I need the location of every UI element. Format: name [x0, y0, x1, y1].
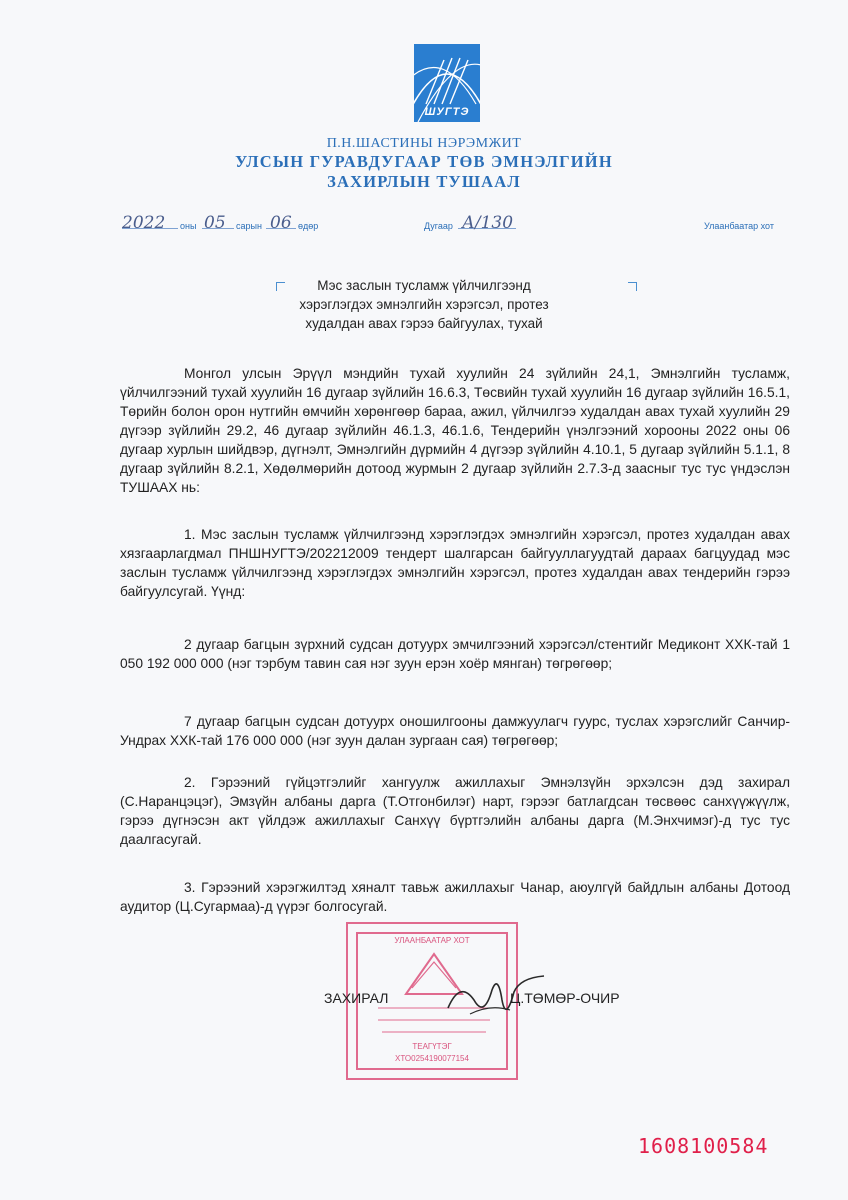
order-item-1-package-7: 7 дугаар багцын судсан дотуурх оношилгооны дамжуулагч гуурс, туслах хэрэгслийг Санчир-Ундрах ХХК-тай 176 000 000 (нэг зуун далан зургаан сая) төгрөгөөр; [120, 714, 790, 748]
day-value: 06 [270, 213, 292, 233]
org-line-2: УЛСЫН ГУРАВДУГААР ТӨВ ЭМНЭЛГИЙН [235, 152, 613, 171]
subject-line-3: худалдан авах гэрээ байгуулах, тухай [305, 316, 543, 331]
order-item-2: 2. Гэрээний гүйцэтгэлийг хангуулж ажиллахыг Эмнэлзүйн эрхэлсэн дэд захирал (С.Наранцэцэг), Эмзүйн албаны дарга (Т.Отгонбилэг) нарт, гэрээг батлагдсан төсвөөс санхүүжүүлж, гэрээ дүгнэсэн акт үйлдэж ажиллахыг Санхүү бүртгэлийн албаны дарга (М.Энхчимэг)-д тус тус даалгасугай. [120, 775, 790, 847]
month-value: 05 [204, 213, 226, 233]
stamp-bottom-text: ТЕАГҮТЭГ [412, 1042, 452, 1051]
preamble-paragraph: Монгол улсын Эрүүл мэндийн тухай хуулийн 24 зүйлийн 24,1, Эмнэлгийн тусламж, үйлчилгээний тухай хуулийн 16 дугаар зүйлийн 16.6.3, Төсвийн тухай хуулийн 16 дугаар зүйлийн 16.5.1, Төрийн болон орон нутгийн өмчийн хөрөнгөөр бараа, ажил, үйлчилгээ худалдан авах тухай хуулийн 29 дүгээр зүйлийн 29.2, 46 дугаар зүйлийн 46.1.3, 46.1.6, Тендерийн үнэлгээний хорооны 2022 оны 06 дугаар хурлын шийдвэр, дүгнэлт, Эмнэлгийн дүрмийн 4 дүгээр зүйлийн 4.10.1, 5 дугаар зүйлийн 5.1.1, 8 дугаар зүйлийн 8.2.1, Хөдөлмөрийн дотоод журмын 2 дугаар зүйлийн 2.7.3-д заасныг тус тус үндэслэн ТУШААХ нь: [120, 366, 790, 495]
order-item-1-package-2: 2 дугаар багцын зүрхний судсан дотуурх эмчилгээний хэрэгсэл/стентийг Медиконт ХХК-тай 1 050 192 000 000 (нэг тэрбум тавин сая нэг зуун ерэн хоёр мянган) төгрөгөөр; [120, 637, 790, 671]
order-item-3: 3. Гэрээний хэрэгжилтэд хяналт тавьж ажиллахыг Чанар, аюулгүй байдлын албаны Дотоод аудитор (Ц.Сугармаа)-д үүрэг болгосугай. [120, 880, 790, 914]
document-subject [0, 276, 848, 333]
order-item-1: 1. Мэс заслын тусламж үйлчилгээнд хэрэглэгдэх эмнэлгийн хэрэгсэл, протез худалдан авах хязгаарлагдмал ПНШНУГТЭ/202212009 тендерт шалгарсан байгууллагуудтай дараах багцуудад мэс заслын тусламж үйлчилгээнд хэрэглэгдэх эмнэлгийн хэрэгсэл, протез худалдан авах тендерийн гэрээ байгуулсугай. Үүнд: [120, 527, 790, 599]
signatory-name: Ц.ТӨМӨР-ОЧИР [510, 990, 620, 1006]
day-label: өдөр [298, 221, 319, 231]
stamp-code: ХТО0254190077154 [395, 1054, 469, 1063]
year-label: оны [180, 221, 197, 231]
serial-number: 1608100584 [638, 1134, 769, 1158]
subject-line-1: Мэс заслын тусламж үйлчилгээнд [317, 278, 531, 293]
hospital-logo [414, 44, 480, 122]
month-label: сарын [236, 221, 262, 231]
number-label: Дугаар [424, 221, 453, 231]
number-value: А/130 [462, 213, 514, 233]
subject-line-2: хэрэглэгдэх эмнэлгийн хэрэгсэл, протез [299, 297, 549, 312]
year-value: 2022 [122, 213, 166, 233]
logo-text: ШУГТЭ [424, 106, 470, 118]
stamp-top-text: УЛААНБААТАР ХОТ [394, 936, 470, 945]
org-line-1: П.Н.ШАСТИНЫ НЭРЭМЖИТ [326, 136, 522, 151]
document-meta-line [0, 207, 848, 237]
document-type-title: ЗАХИРЛЫН ТУШААЛ [327, 172, 521, 191]
signatory-title: ЗАХИРАЛ [324, 990, 389, 1006]
city-label: Улаанбаатар хот [704, 221, 774, 231]
